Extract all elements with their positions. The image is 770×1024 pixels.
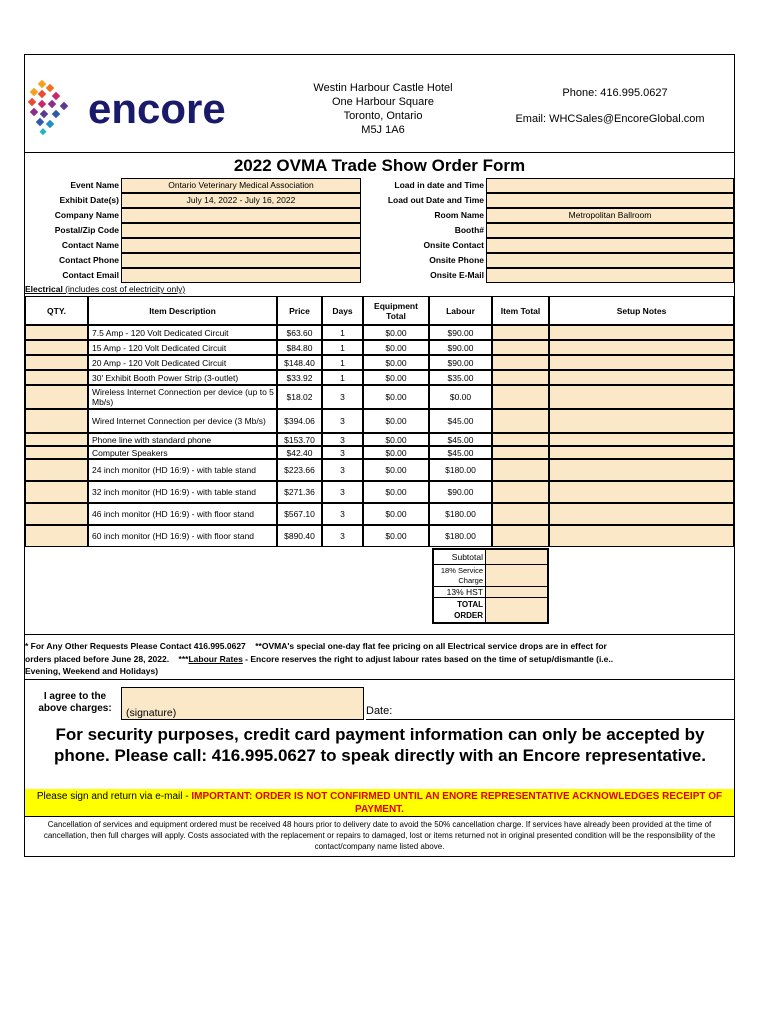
electrical-note: (includes cost of electricity only) [62, 284, 186, 294]
days-cell: 3 [322, 385, 363, 409]
field-label: Exhibit Date(s) [59, 195, 119, 205]
item-total-cell[interactable] [492, 370, 549, 385]
column-header: Price [277, 296, 322, 325]
address-line: M5J 1A6 [361, 124, 405, 136]
item-description: 20 Amp - 120 Volt Dedicated Circuit [88, 355, 277, 370]
table-row [25, 370, 734, 385]
item-description: 46 inch monitor (HD 16:9) - with floor stand [88, 503, 277, 525]
price-cell: $18.02 [277, 385, 322, 409]
agree-label: I agree to the above charges: [38, 691, 112, 714]
item-description: 7.5 Amp - 120 Volt Dedicated Circuit [88, 325, 277, 340]
hst-label: 13% HST [434, 587, 486, 598]
price-cell: $153.70 [277, 433, 322, 446]
equip-cell: $0.00 [363, 446, 429, 459]
field-label: Room Name [434, 210, 484, 220]
field-label: Onsite Phone [429, 255, 484, 265]
footnotes [25, 640, 725, 678]
table-row [25, 340, 734, 355]
price-cell: $567.10 [277, 503, 322, 525]
field-input[interactable] [121, 253, 361, 268]
item-description: Computer Speakers [88, 446, 277, 459]
equip-cell: $0.00 [363, 355, 429, 370]
setup-notes-input[interactable] [549, 370, 734, 385]
column-header: Item Total [492, 296, 549, 325]
setup-notes-input[interactable] [549, 385, 734, 409]
total-order-label: TOTAL ORDER [434, 598, 486, 622]
qty-input[interactable] [25, 325, 88, 340]
equip-cell: $0.00 [363, 370, 429, 385]
encore-logo [25, 77, 265, 137]
item-total-cell[interactable] [492, 459, 549, 481]
days-cell: 3 [322, 433, 363, 446]
field-input[interactable] [121, 208, 361, 223]
item-total-cell[interactable] [492, 385, 549, 409]
days-cell: 3 [322, 409, 363, 433]
field-label: Onsite Contact [423, 240, 484, 250]
labour-cell: $35.00 [429, 370, 492, 385]
field-input[interactable] [121, 223, 361, 238]
column-header: QTY. [25, 296, 88, 325]
equip-cell: $0.00 [363, 385, 429, 409]
field-input[interactable]: Ontario Veterinary Medical Association [121, 178, 361, 193]
item-description: Wired Internet Connection per device (3 Mb/s) [88, 409, 277, 433]
deadline-note: orders placed before June 28, 2022. [25, 653, 170, 664]
setup-notes-input[interactable] [549, 481, 734, 503]
qty-input[interactable] [25, 370, 88, 385]
qty-input[interactable] [25, 385, 88, 409]
labour-cell: $180.00 [429, 503, 492, 525]
contact-phone: Phone: 416.995.0627 [562, 87, 668, 99]
price-cell: $63.60 [277, 325, 322, 340]
important-notice: IMPORTANT: ORDER IS NOT CONFIRMED UNTIL AN ENORE REPRESENTATIVE ACKNOWLEDGES RECEIPT OF PAYMENT. [191, 791, 723, 815]
labour-cell: $180.00 [429, 459, 492, 481]
setup-notes-input[interactable] [549, 525, 734, 547]
field-label: Booth# [454, 225, 484, 235]
hst-value[interactable] [486, 587, 547, 598]
table-row [25, 433, 734, 446]
field-label: Postal/Zip Code [54, 225, 119, 235]
column-header: Days [322, 296, 363, 325]
labour-cell: $180.00 [429, 525, 492, 547]
table-row [25, 481, 734, 503]
setup-notes-input[interactable] [549, 503, 734, 525]
qty-input[interactable] [25, 340, 88, 355]
address-line: Toronto, Ontario [343, 110, 423, 122]
equip-cell: $0.00 [363, 409, 429, 433]
item-total-cell[interactable] [492, 355, 549, 370]
item-description: 15 Amp - 120 Volt Dedicated Circuit [88, 340, 277, 355]
address-line: One Harbour Square [331, 96, 435, 108]
item-total-cell[interactable] [492, 525, 549, 547]
setup-notes-input[interactable] [549, 340, 734, 355]
footnote-line [25, 653, 725, 666]
table-row [25, 446, 734, 459]
price-cell: $394.06 [277, 409, 322, 433]
order-form [24, 54, 735, 857]
logo-wordmark: encore [88, 85, 226, 132]
column-header: Labour [429, 296, 492, 325]
item-description: 24 inch monitor (HD 16:9) - with table stand [88, 459, 277, 481]
return-plain: Please sign and return via e-mail - [36, 791, 192, 802]
item-description: Wireless Internet Connection per device (up to 5 Mb/s) [88, 385, 277, 409]
address-line: Westin Harbour Castle Hotel [313, 82, 453, 94]
equip-cell: $0.00 [363, 340, 429, 355]
item-total-cell[interactable] [492, 325, 549, 340]
field-input[interactable] [486, 268, 734, 283]
electrical-heading [25, 284, 185, 294]
field-input[interactable] [486, 253, 734, 268]
qty-input[interactable] [25, 459, 88, 481]
item-total-cell[interactable] [492, 446, 549, 459]
price-cell: $84.80 [277, 340, 322, 355]
setup-notes-input[interactable] [549, 355, 734, 370]
labour-cell: $90.00 [429, 481, 492, 503]
item-description: 30' Exhibit Booth Power Strip (3-outlet) [88, 370, 277, 385]
date-label: Date: [366, 705, 393, 717]
setup-notes-input[interactable] [549, 459, 734, 481]
column-header: Equipment Total [363, 296, 429, 325]
qty-input[interactable] [25, 481, 88, 503]
electrical-label: Electrical [25, 284, 63, 294]
equip-cell: $0.00 [363, 525, 429, 547]
labour-cell: $0.00 [429, 385, 492, 409]
table-row [25, 385, 734, 409]
field-label: Contact Phone [59, 255, 119, 265]
footnote-line: Evening, Weekend and Holidays) [25, 666, 159, 676]
column-header: Setup Notes [549, 296, 734, 325]
totals-box [432, 548, 549, 624]
logo-mark-icon [25, 77, 85, 137]
labour-cell: $45.00 [429, 433, 492, 446]
footnote-line [25, 640, 725, 653]
field-input[interactable]: July 14, 2022 - July 16, 2022 [121, 193, 361, 208]
cancellation-policy: Cancellation of services and equipment ordered must be received 48 hours prior to delivery date to avoid the 50% cancellation charge. If services have already been provided at the time of cancellation, then full charges will apply. Costs associated with the replacement or repairs to damaged, lost or items returned not in original presented condition will be the responsibility of the contact/company name listed above. [43, 820, 716, 851]
item-total-cell[interactable] [492, 340, 549, 355]
form-title: 2022 OVMA Trade Show Order Form [233, 156, 526, 175]
hotel-address [293, 81, 473, 137]
qty-input[interactable] [25, 355, 88, 370]
item-description: 60 inch monitor (HD 16:9) - with floor stand [88, 525, 277, 547]
field-label: Load in date and Time [394, 180, 484, 190]
equip-cell: $0.00 [363, 325, 429, 340]
item-description: Phone line with standard phone [88, 433, 277, 446]
days-cell: 3 [322, 459, 363, 481]
item-total-cell[interactable] [492, 481, 549, 503]
total-order-value[interactable] [486, 598, 547, 622]
qty-input[interactable] [25, 433, 88, 446]
days-cell: 1 [322, 370, 363, 385]
days-cell: 3 [322, 481, 363, 503]
equip-cell: $0.00 [363, 481, 429, 503]
contact-note: * For Any Other Requests Please Contact 416.995.0627 [25, 641, 246, 651]
divider [25, 152, 734, 153]
divider [25, 816, 734, 817]
column-header: Item Description [88, 296, 277, 325]
price-cell: $271.36 [277, 481, 322, 503]
item-total-cell[interactable] [492, 503, 549, 525]
setup-notes-input[interactable] [549, 446, 734, 459]
service-charge-label: 18% Service Charge [434, 565, 486, 587]
labour-cell: $45.00 [429, 409, 492, 433]
field-label: Load out Date and Time [387, 195, 484, 205]
field-label: Company Name [54, 210, 119, 220]
date-line[interactable] [366, 719, 734, 720]
labour-cell: $45.00 [429, 446, 492, 459]
setup-notes-input[interactable] [549, 433, 734, 446]
field-input[interactable]: Metropolitan Ballroom [486, 208, 734, 223]
qty-input[interactable] [25, 409, 88, 433]
labour-rates-label: Labour Rates [188, 653, 243, 664]
labour-cell: $90.00 [429, 340, 492, 355]
equip-cell: $0.00 [363, 503, 429, 525]
equip-cell: $0.00 [363, 433, 429, 446]
table-row [25, 355, 734, 370]
table-row [25, 525, 734, 547]
contact-email: Email: WHCSales@EncoreGlobal.com [515, 113, 705, 125]
setup-notes-input[interactable] [549, 325, 734, 340]
equip-cell: $0.00 [363, 459, 429, 481]
service-charge-value[interactable] [486, 565, 547, 587]
field-label: Event Name [70, 180, 119, 190]
price-cell: $223.66 [277, 459, 322, 481]
flat-fee-note: **OVMA's special one-day flat fee pricing on all Electrical service drops are in effect for [255, 641, 607, 651]
security-notice: For security purposes, credit card payment information can only be accepted by phone. Please call: 416.995.0627 to speak directly with an Encore representative. [54, 725, 706, 765]
days-cell: 1 [322, 340, 363, 355]
subtotal-value[interactable] [486, 550, 547, 565]
field-label: Contact Name [61, 240, 119, 250]
field-label: Onsite E-Mail [430, 270, 484, 280]
subtotal-label: Subtotal [434, 550, 486, 565]
price-cell: $42.40 [277, 446, 322, 459]
labour-rates-note: - Encore reserves the right to adjust labour rates based on the time of setup/dismantle (i.e.. [242, 653, 614, 664]
table-row [25, 459, 734, 481]
table-row [25, 409, 734, 433]
days-cell: 1 [322, 355, 363, 370]
price-cell: $890.40 [277, 525, 322, 547]
return-instructions [25, 789, 734, 816]
signature-field[interactable]: (signature) [121, 687, 364, 720]
price-cell: $33.92 [277, 370, 322, 385]
divider [25, 679, 734, 680]
item-description: 32 inch monitor (HD 16:9) - with table stand [88, 481, 277, 503]
field-input[interactable] [486, 193, 734, 208]
labour-cell: $90.00 [429, 355, 492, 370]
field-input[interactable] [121, 268, 361, 283]
field-input[interactable] [121, 238, 361, 253]
field-input[interactable] [486, 178, 734, 193]
qty-input[interactable] [25, 446, 88, 459]
table-row [25, 325, 734, 340]
item-total-cell[interactable] [492, 409, 549, 433]
price-cell: $148.40 [277, 355, 322, 370]
field-input[interactable] [486, 223, 734, 238]
labour-asterisk: *** [178, 653, 189, 664]
field-label: Contact Email [62, 270, 119, 280]
item-total-cell[interactable] [492, 433, 549, 446]
days-cell: 3 [322, 525, 363, 547]
qty-input[interactable] [25, 503, 88, 525]
labour-cell: $90.00 [429, 325, 492, 340]
days-cell: 3 [322, 503, 363, 525]
qty-input[interactable] [25, 525, 88, 547]
table-row [25, 503, 734, 525]
setup-notes-input[interactable] [549, 409, 734, 433]
divider [25, 634, 734, 635]
field-input[interactable] [486, 238, 734, 253]
days-cell: 1 [322, 325, 363, 340]
days-cell: 3 [322, 446, 363, 459]
